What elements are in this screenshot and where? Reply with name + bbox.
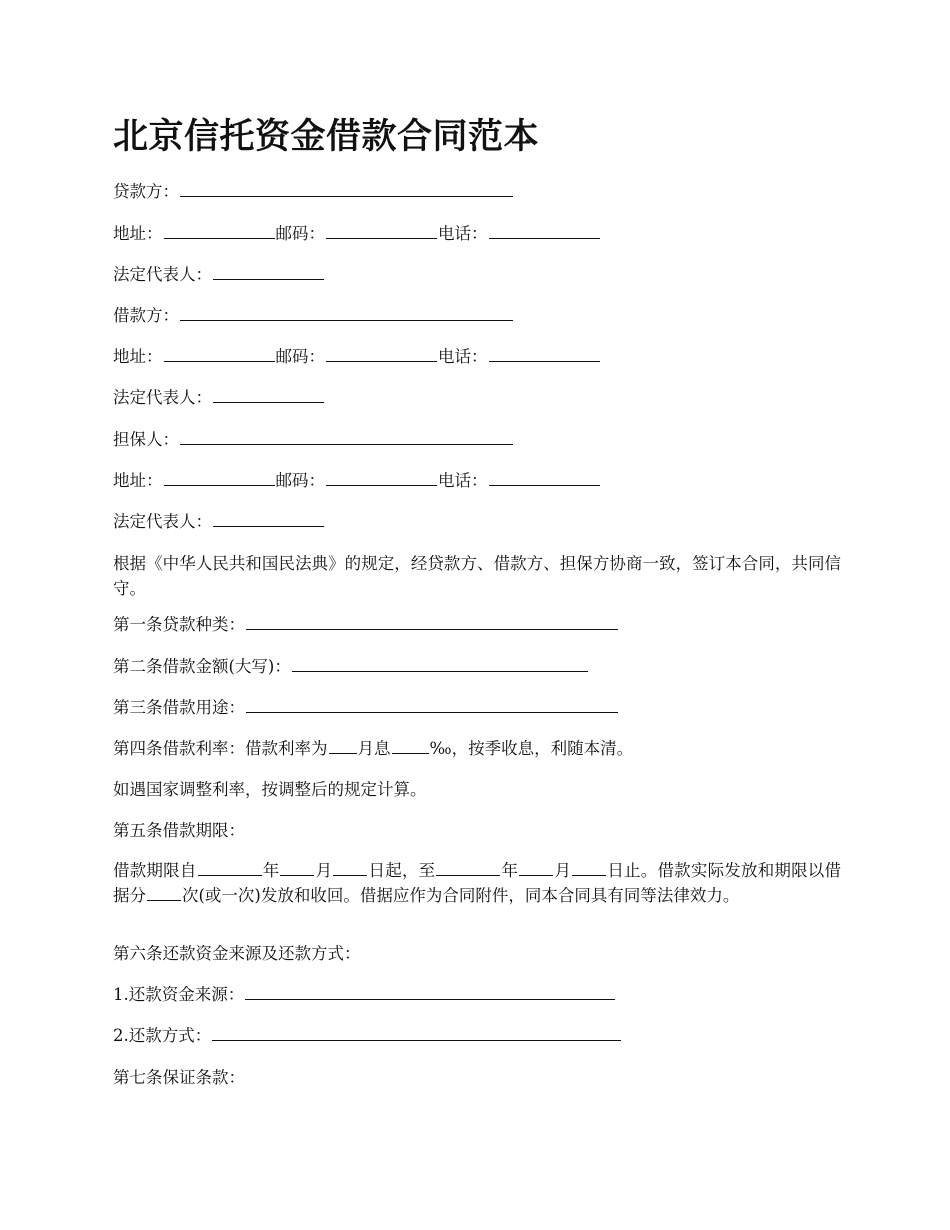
guarantor-phone-label: 电话：	[438, 471, 488, 490]
repay-source-line	[113, 983, 616, 1007]
article-2-line	[113, 655, 589, 679]
lender-legal-rep-blank	[213, 264, 324, 280]
document-title: 北京信托资金借款合同范本	[113, 116, 540, 157]
guarantor-label: 担保人：	[113, 430, 179, 449]
borrower-label: 借款方：	[113, 306, 179, 325]
guarantor-blank	[180, 429, 513, 445]
term-text-2: 年	[262, 861, 280, 880]
lender-postcode-blank	[326, 223, 437, 239]
lender-address-label: 地址：	[113, 224, 163, 243]
lender-blank	[180, 181, 513, 197]
lender-phone-label: 电话：	[438, 224, 488, 243]
guarantor-contact-line	[113, 469, 601, 493]
term-text-4: 日起，至	[368, 861, 436, 880]
article-1-blank	[246, 614, 618, 630]
rate-adjust-line: 如遇国家调整利率，按调整后的规定计算。	[113, 780, 427, 799]
article-3-line	[113, 696, 619, 720]
guarantor-legal-rep-line	[113, 510, 325, 534]
term-end-day-blank	[572, 860, 606, 876]
interest-rate-blank-2	[392, 738, 429, 754]
article-3-blank	[246, 697, 618, 713]
guarantor-postcode-blank	[326, 470, 437, 486]
article-1-line	[113, 613, 619, 637]
interest-rate-blank-1	[329, 738, 357, 754]
article-4-text-3: ‰，按季收息，利随本清。	[429, 739, 634, 758]
term-text-6: 月	[554, 861, 572, 880]
article-6-heading: 第六条还款资金来源及还款方式：	[113, 944, 361, 963]
lender-address-blank	[164, 223, 275, 239]
borrower-postcode-label: 邮码：	[275, 347, 325, 366]
borrower-line	[113, 304, 514, 328]
repay-method-line	[113, 1024, 622, 1048]
borrower-blank	[180, 305, 513, 321]
loan-term-paragraph	[113, 858, 841, 908]
repay-method-label: 2.还款方式：	[113, 1026, 212, 1045]
guarantor-legal-rep-label: 法定代表人：	[113, 512, 212, 531]
preamble-paragraph: 根据《中华人民共和国民法典》的规定，经贷款方、借款方、担保方协商一致，签订本合同，共同信守。	[113, 554, 841, 598]
borrower-phone-blank	[489, 346, 600, 362]
repay-method-blank	[212, 1025, 621, 1041]
article-4-text-2: 月息	[357, 739, 391, 758]
lender-contact-line	[113, 222, 601, 246]
guarantor-line	[113, 428, 514, 452]
article-2-blank	[292, 656, 588, 672]
borrower-contact-line	[113, 345, 601, 369]
term-text-8: 次(或一次)发放和收回。借据应作为合同附件，同本合同具有同等法律效力。	[182, 886, 740, 905]
term-start-year-blank	[198, 860, 262, 876]
term-times-blank	[147, 885, 181, 901]
lender-phone-blank	[489, 223, 600, 239]
lender-legal-rep-line	[113, 263, 325, 287]
borrower-legal-rep-label: 法定代表人：	[113, 388, 212, 407]
term-text-5: 年	[501, 861, 519, 880]
borrower-legal-rep-line	[113, 386, 325, 410]
article-4-text-1: 第四条借款利率：借款利率为	[113, 739, 328, 758]
article-7-heading: 第七条保证条款：	[113, 1068, 245, 1087]
term-text-7: 日止。借款实际发放和期限以借据分	[113, 861, 841, 905]
term-start-day-blank	[333, 860, 367, 876]
guarantor-address-blank	[164, 470, 275, 486]
borrower-phone-label: 电话：	[438, 347, 488, 366]
borrower-address-label: 地址：	[113, 347, 163, 366]
borrower-postcode-blank	[326, 346, 437, 362]
repay-source-label: 1.还款资金来源：	[113, 985, 245, 1004]
borrower-address-blank	[164, 346, 275, 362]
article-3-label: 第三条借款用途：	[113, 698, 245, 717]
term-text-3: 月	[315, 861, 333, 880]
lender-line	[113, 180, 514, 204]
lender-label: 贷款方：	[113, 182, 179, 201]
article-4-line	[113, 737, 633, 761]
article-2-label: 第二条借款金额(大写)：	[113, 657, 291, 676]
article-1-label: 第一条贷款种类：	[113, 615, 245, 634]
repay-source-blank	[245, 984, 615, 1000]
guarantor-address-label: 地址：	[113, 471, 163, 490]
term-start-month-blank	[280, 860, 314, 876]
term-text-1: 借款期限自	[113, 861, 197, 880]
lender-legal-rep-label: 法定代表人：	[113, 265, 212, 284]
guarantor-phone-blank	[489, 470, 600, 486]
lender-postcode-label: 邮码：	[275, 224, 325, 243]
guarantor-postcode-label: 邮码：	[275, 471, 325, 490]
guarantor-legal-rep-blank	[213, 511, 324, 527]
article-5-heading: 第五条借款期限：	[113, 821, 245, 840]
borrower-legal-rep-blank	[213, 387, 324, 403]
term-end-month-blank	[519, 860, 553, 876]
term-end-year-blank	[436, 860, 500, 876]
